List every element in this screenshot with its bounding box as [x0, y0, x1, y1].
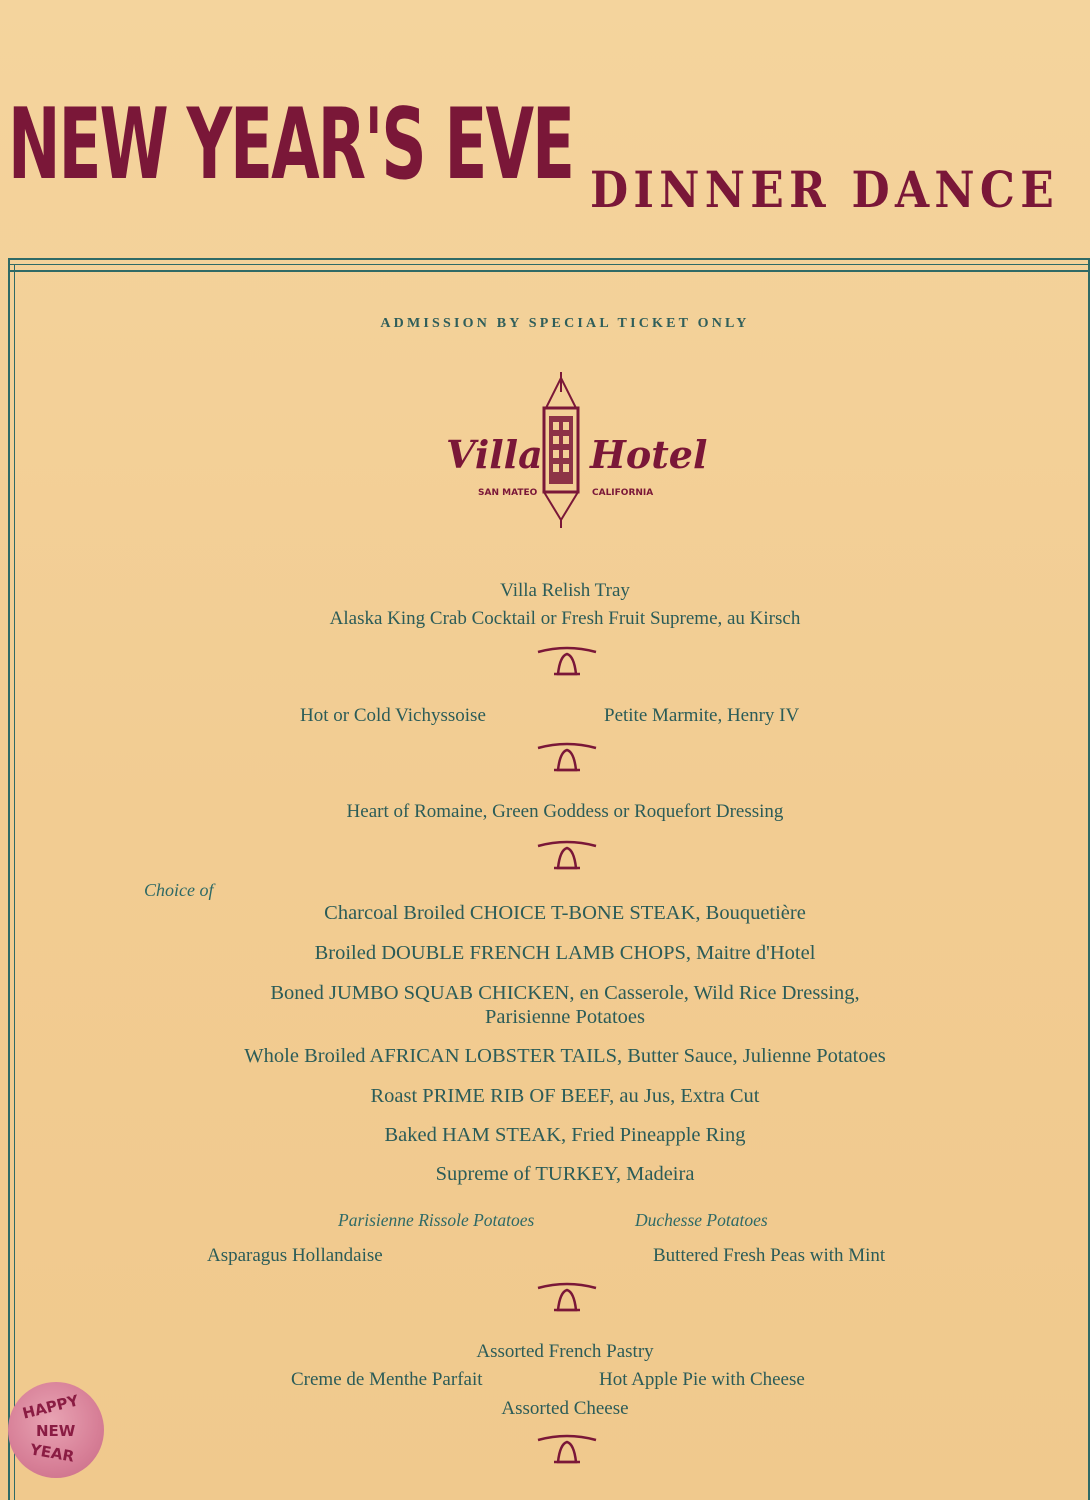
dessert-french-pastry: Assorted French Pastry — [476, 1341, 654, 1362]
entree-turkey: Supreme of TURKEY, Madeira — [435, 1163, 695, 1185]
side-rissole-potatoes: Parisienne Rissole Potatoes — [338, 1210, 535, 1230]
menu-subtitle: DINNER DANCE — [590, 160, 1060, 219]
side-asparagus: Asparagus Hollandaise — [207, 1245, 383, 1266]
menu-title: NEW YEAR'S EVE — [8, 88, 574, 202]
bell-divider-icon — [536, 646, 598, 680]
logo-city: SAN MATEO — [478, 488, 538, 498]
entree-lobster-tails: Whole Broiled AFRICAN LOBSTER TAILS, Butter Sauce, Julienne Potatoes — [244, 1045, 886, 1067]
logo-word-hotel: Hotel — [590, 432, 708, 477]
bell-divider-icon — [536, 840, 598, 874]
admission-note: ADMISSION BY SPECIAL TICKET ONLY — [380, 316, 750, 331]
entree-ham-steak: Baked HAM STEAK, Fried Pineapple Ring — [384, 1124, 746, 1146]
badge-line-happy: HAPPY — [20, 1391, 81, 1423]
entree-lamb-chops: Broiled DOUBLE FRENCH LAMB CHOPS, Maitre d'Hotel — [314, 942, 816, 964]
top-border-rule-inner — [8, 264, 1090, 265]
dessert-creme-de-menthe: Creme de Menthe Parfait — [291, 1369, 483, 1390]
entree-t-bone-steak: Charcoal Broiled CHOICE T-BONE STEAK, Bouquetière — [324, 902, 806, 924]
menu-item-petite-marmite: Petite Marmite, Henry IV — [604, 705, 800, 726]
entree-prime-rib: Roast PRIME RIB OF BEEF, au Jus, Extra Cut — [370, 1085, 760, 1107]
logo-word-villa: Villa — [446, 432, 543, 477]
menu-item-vichyssoise: Hot or Cold Vichyssoise — [300, 705, 486, 726]
top-border-rule — [8, 258, 1090, 260]
happy-new-year-badge — [8, 1382, 104, 1478]
dessert-apple-pie: Hot Apple Pie with Cheese — [599, 1369, 805, 1390]
entree-squab-chicken-cont: Parisienne Potatoes — [485, 1006, 645, 1028]
badge-line-year: YEAR — [28, 1440, 76, 1466]
bell-divider-icon — [536, 1282, 598, 1316]
bell-divider-icon — [536, 742, 598, 776]
side-duchesse-potatoes: Duchesse Potatoes — [635, 1210, 768, 1230]
bell-divider-icon — [536, 1434, 598, 1468]
left-border-rule — [8, 258, 10, 1500]
menu-item-salad: Heart of Romaine, Green Goddess or Roquefort Dressing — [346, 801, 784, 822]
top-border-rule-lower — [8, 270, 1090, 272]
menu-item-relish-tray: Villa Relish Tray — [500, 580, 630, 601]
side-peas: Buttered Fresh Peas with Mint — [653, 1245, 886, 1266]
logo-state: CALIFORNIA — [592, 488, 654, 498]
choice-of-label: Choice of — [144, 880, 214, 900]
menu-item-crab-cocktail: Alaska King Crab Cocktail or Fresh Fruit Supreme, au Kirsch — [329, 608, 801, 629]
villa-hotel-logo — [440, 370, 708, 530]
entree-squab-chicken: Boned JUMBO SQUAB CHICKEN, en Casserole, Wild Rice Dressing, — [270, 982, 860, 1004]
badge-line-new: NEW — [36, 1422, 76, 1440]
dessert-cheese: Assorted Cheese — [501, 1398, 629, 1419]
left-border-rule-inner — [14, 264, 15, 1500]
